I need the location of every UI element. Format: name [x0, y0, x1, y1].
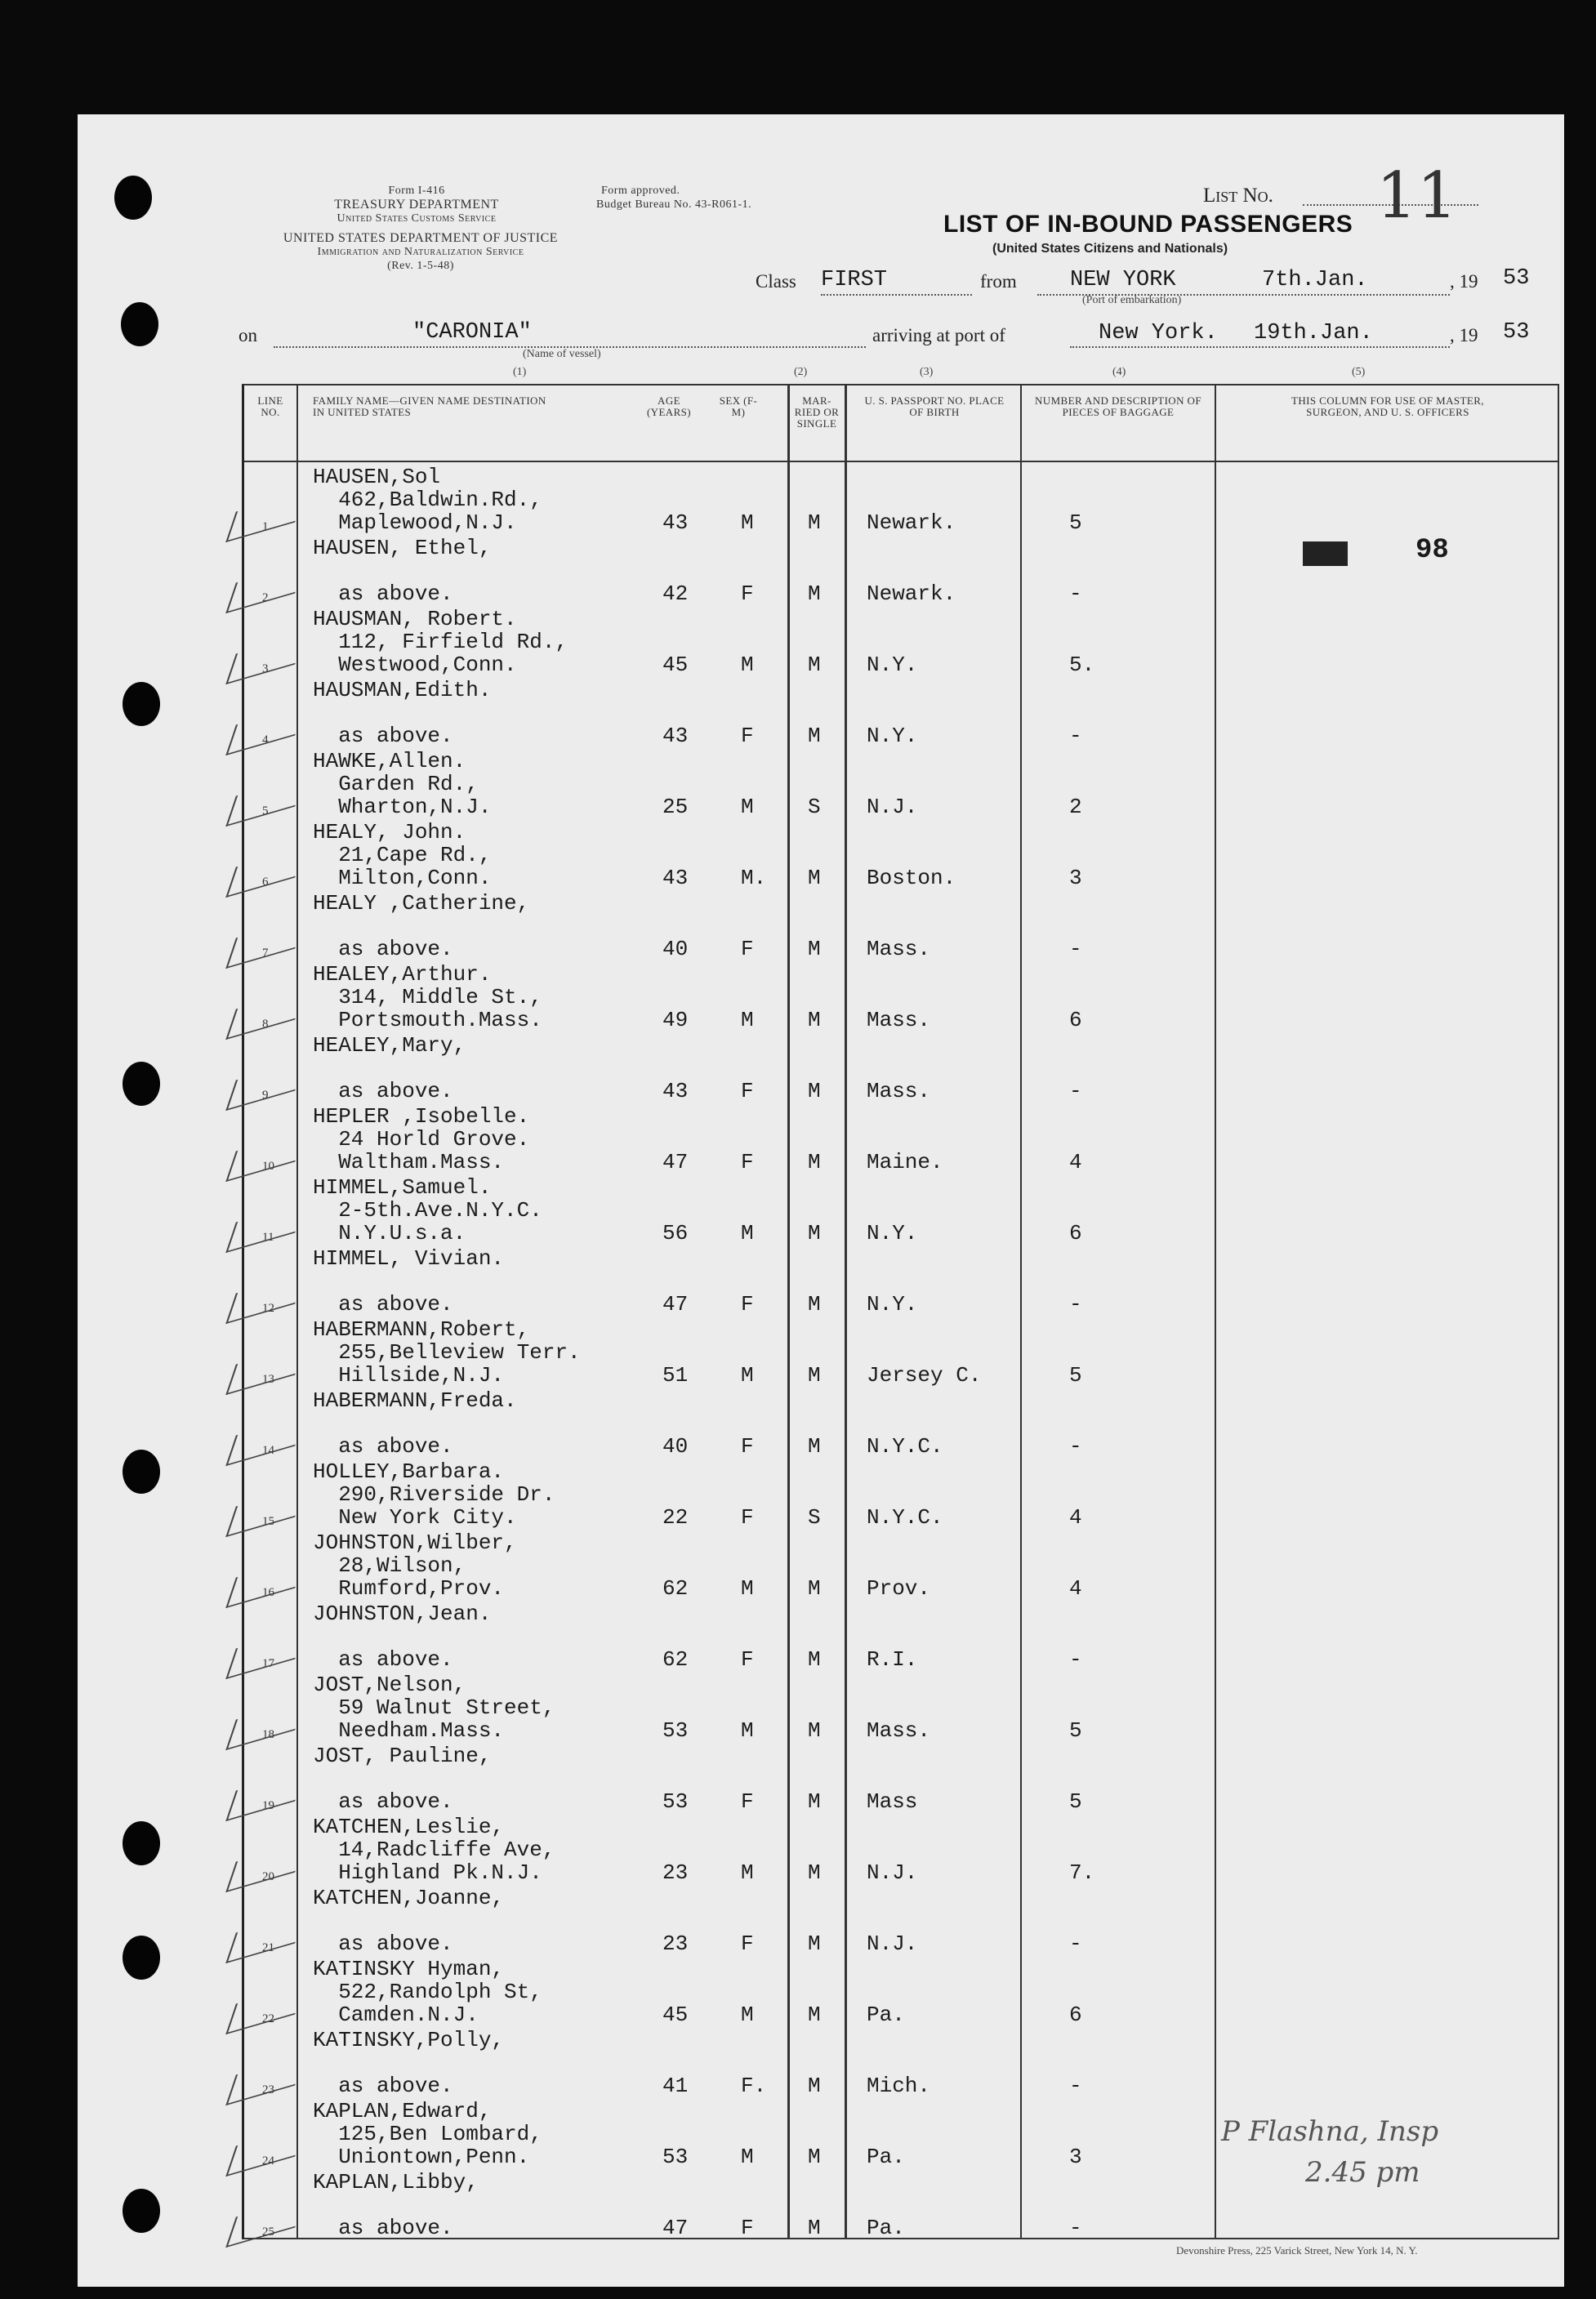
passenger-address: Waltham.Mass.	[313, 1150, 505, 1174]
line-number: 3	[262, 662, 269, 675]
col-head-line: LINE NO.	[257, 394, 283, 418]
marital-cell: M	[808, 653, 821, 677]
sex-cell: F	[741, 1079, 754, 1103]
passenger-address: Milton,Conn.	[313, 866, 492, 890]
vessel-name: "CARONIA"	[412, 320, 532, 345]
table-row	[244, 463, 1558, 534]
birthplace-cell: Jersey C.	[867, 1363, 982, 1388]
line-number: 6	[262, 875, 269, 889]
sex-cell: M	[741, 653, 754, 677]
marital-cell: M	[808, 581, 821, 606]
birthplace-cell: Mich.	[867, 2074, 931, 2098]
marital-cell: M	[808, 1931, 821, 1956]
passenger-address: as above.	[313, 1434, 453, 1459]
passenger-name: HAUSMAN,Edith.	[313, 678, 492, 702]
table-row	[244, 1813, 1558, 1884]
birthplace-cell: Maine.	[867, 1150, 943, 1174]
birthplace-cell: Mass.	[867, 1718, 931, 1743]
sex-cell: F	[741, 1292, 754, 1317]
year-1: 53	[1503, 266, 1530, 291]
sex-cell: F	[741, 937, 754, 961]
baggage-cell: -	[1069, 2216, 1082, 2240]
passenger-address: 28,Wilson,	[313, 1553, 466, 1578]
baggage-cell: 6	[1069, 1008, 1082, 1032]
table-row	[244, 1671, 1558, 1742]
marital-cell: M	[808, 2003, 821, 2027]
officer-number: 98	[1415, 535, 1449, 566]
officer-redaction	[1303, 541, 1348, 566]
marital-cell: M	[808, 1363, 821, 1388]
birthplace-cell: N.Y.	[867, 724, 918, 748]
passenger-address: New York City.	[313, 1505, 517, 1530]
col-head-baggage: NUMBER AND DESCRIPTION OF PIECES OF BAGGAGE	[1035, 394, 1201, 418]
punch-hole-1	[114, 176, 152, 220]
baggage-cell: 5	[1069, 1363, 1082, 1388]
age-cell: 41	[662, 2074, 689, 2098]
inspector-note-1: P Flashna, Insp	[1221, 2115, 1439, 2148]
age-cell: 42	[662, 581, 689, 606]
col-num-2: (2)	[794, 366, 808, 378]
line-number: 14	[262, 1444, 274, 1457]
table-row	[244, 1245, 1558, 1316]
age-cell: 47	[662, 1292, 689, 1317]
form-title: LIST OF IN-BOUND PASSENGERS	[943, 211, 1353, 238]
passenger-address: 24 Horld Grove.	[313, 1127, 530, 1152]
passenger-name: KATCHEN,Leslie,	[313, 1815, 505, 1839]
year-2: 53	[1503, 320, 1530, 345]
passenger-address: Wharton,N.J.	[313, 795, 492, 819]
passenger-address: as above.	[313, 2074, 453, 2098]
passenger-table	[242, 384, 1559, 2239]
printer-footer: Devonshire Press, 225 Varick Street, New York 14, N. Y.	[1176, 2244, 1418, 2257]
sex-cell: M	[741, 1363, 754, 1388]
punch-hole-5	[123, 1450, 160, 1494]
line-number: 11	[262, 1231, 274, 1244]
marital-cell: M	[808, 1150, 821, 1174]
table-row	[244, 676, 1558, 747]
marital-cell: M	[808, 724, 821, 748]
marital-cell: M	[808, 1079, 821, 1103]
table-row	[244, 1600, 1558, 1671]
line-number: 25	[262, 2225, 274, 2239]
line-number: 10	[262, 1160, 274, 1173]
marital-cell: M	[808, 866, 821, 890]
table-row	[244, 2026, 1558, 2097]
sex-cell: F	[741, 1150, 754, 1174]
birthplace-cell: N.Y.	[867, 1292, 918, 1317]
baggage-cell: -	[1069, 1434, 1082, 1459]
line-number: 12	[262, 1302, 274, 1315]
passenger-name: HAUSEN,Sol	[313, 465, 441, 489]
punch-hole-2	[121, 302, 158, 346]
col-head-officers: THIS COLUMN FOR USE OF MASTER, SURGEON, AND U. S. OFFICERS	[1291, 394, 1484, 418]
marital-cell: M	[808, 937, 821, 961]
passenger-name: HEALY ,Catherine,	[313, 891, 530, 916]
baggage-cell: 4	[1069, 1576, 1082, 1601]
passenger-name: HEALEY,Arthur.	[313, 962, 492, 987]
list-no-label: List No.	[1203, 185, 1273, 207]
from-value: NEW YORK	[1070, 268, 1176, 292]
passenger-name: JOHNSTON,Jean.	[313, 1602, 492, 1626]
table-row	[244, 1174, 1558, 1245]
passenger-address: as above.	[313, 2216, 453, 2240]
passenger-name: HEPLER ,Isobelle.	[313, 1104, 530, 1129]
sex-cell: M	[741, 795, 754, 819]
baggage-cell: 7.	[1069, 1860, 1095, 1885]
baggage-cell: 5	[1069, 1789, 1082, 1814]
passenger-name: HAWKE,Allen.	[313, 749, 466, 773]
year-prefix-2: , 19	[1450, 325, 1478, 345]
passenger-address: as above.	[313, 1292, 453, 1317]
line-number: 22	[262, 2012, 274, 2025]
passenger-address: 112, Firfield Rd.,	[313, 630, 568, 654]
birthplace-cell: Mass.	[867, 1079, 931, 1103]
baggage-cell: 4	[1069, 1150, 1082, 1174]
age-cell: 56	[662, 1221, 689, 1245]
passenger-name: JOST,Nelson,	[313, 1673, 466, 1697]
age-cell: 40	[662, 1434, 689, 1459]
baggage-cell: -	[1069, 1647, 1082, 1672]
baggage-cell: -	[1069, 1931, 1082, 1956]
table-row	[244, 747, 1558, 818]
passenger-address: as above.	[313, 1789, 453, 1814]
line-number: 8	[262, 1018, 269, 1031]
sex-cell: M	[741, 2145, 754, 2169]
sex-cell: M	[741, 1860, 754, 1885]
passenger-address: 21,Cape Rd.,	[313, 843, 492, 867]
birthplace-cell: Pa.	[867, 2216, 905, 2240]
passenger-name: HIMMEL, Vivian.	[313, 1246, 505, 1271]
table-row	[244, 1529, 1558, 1600]
passenger-address: as above.	[313, 581, 453, 606]
birthplace-cell: N.J.	[867, 795, 918, 819]
age-cell: 45	[662, 653, 689, 677]
sex-cell: F	[741, 1647, 754, 1672]
col-num-3: (3)	[920, 366, 934, 378]
table-row	[244, 889, 1558, 960]
col-head-name: FAMILY NAME—GIVEN NAME DESTINATION IN UNITED STATES	[313, 394, 546, 418]
birthplace-cell: N.J.	[867, 1860, 918, 1885]
line-number: 17	[262, 1657, 274, 1670]
arriving-date: 19th.Jan.	[1254, 321, 1373, 345]
age-cell: 47	[662, 2216, 689, 2240]
passenger-address: Highland Pk.N.J.	[313, 1860, 542, 1885]
table-row	[244, 1031, 1558, 1103]
table-row	[244, 1458, 1558, 1529]
line-number: 20	[262, 1870, 274, 1883]
sex-cell: F	[741, 1931, 754, 1956]
class-value: FIRST	[821, 268, 888, 292]
table-row	[244, 1387, 1558, 1458]
ins-service: Immigration and Naturalization Service	[317, 246, 524, 258]
marital-cell: M	[808, 1576, 821, 1601]
birthplace-cell: Pa.	[867, 2145, 905, 2169]
table-row	[244, 1955, 1558, 2026]
passenger-name: KAPLAN,Edward,	[313, 2099, 492, 2123]
age-cell: 53	[662, 2145, 689, 2169]
passenger-address: Westwood,Conn.	[313, 653, 517, 677]
age-cell: 53	[662, 1789, 689, 1814]
passenger-address: as above.	[313, 1647, 453, 1672]
revision: (Rev. 1-5-48)	[387, 260, 454, 272]
marital-cell: M	[808, 1292, 821, 1317]
baggage-cell: -	[1069, 2074, 1082, 2098]
table-row	[244, 605, 1558, 676]
baggage-cell: -	[1069, 1079, 1082, 1103]
sex-cell: F	[741, 1434, 754, 1459]
sex-cell: M	[741, 2003, 754, 2027]
passenger-address: Needham.Mass.	[313, 1718, 505, 1743]
passenger-name: KAPLAN,Libby,	[313, 2170, 479, 2194]
age-cell: 40	[662, 937, 689, 961]
baggage-cell: 5	[1069, 1718, 1082, 1743]
sex-cell: M.	[741, 866, 767, 890]
passenger-address: Camden.N.J.	[313, 2003, 479, 2027]
marital-cell: M	[808, 2145, 821, 2169]
marital-cell: M	[808, 1718, 821, 1743]
sex-cell: M	[741, 1221, 754, 1245]
punch-hole-8	[123, 2189, 160, 2233]
arriving-label: arriving at port of	[872, 325, 1005, 345]
table-row	[244, 1103, 1558, 1174]
passenger-name: KATINSKY Hyman,	[313, 1957, 505, 1981]
baggage-cell: -	[1069, 581, 1082, 606]
passenger-address: 14,Radcliffe Ave,	[313, 1838, 555, 1862]
passenger-address: 125,Ben Lombard,	[313, 2122, 542, 2146]
table-row	[244, 1316, 1558, 1387]
passenger-name: HAUSEN, Ethel,	[313, 536, 492, 560]
passenger-name: HABERMANN,Freda.	[313, 1388, 517, 1413]
line-number: 4	[262, 733, 269, 746]
form-block	[310, 184, 523, 225]
marital-cell: M	[808, 1789, 821, 1814]
age-cell: 25	[662, 795, 689, 819]
baggage-cell: 5.	[1069, 653, 1095, 677]
age-cell: 23	[662, 1931, 689, 1956]
baggage-cell: -	[1069, 937, 1082, 961]
passenger-name: JOST, Pauline,	[313, 1744, 492, 1768]
age-cell: 43	[662, 510, 689, 535]
sex-cell: F	[741, 2216, 754, 2240]
passenger-name: HIMMEL,Samuel.	[313, 1175, 492, 1200]
age-cell: 45	[662, 2003, 689, 2027]
line-number: 18	[262, 1728, 274, 1741]
passenger-address: Garden Rd.,	[313, 772, 479, 796]
passenger-address: 522,Randolph St,	[313, 1980, 542, 2004]
passenger-name: HABERMANN,Robert,	[313, 1317, 530, 1342]
baggage-cell: -	[1069, 724, 1082, 748]
birthplace-cell: Newark.	[867, 581, 956, 606]
passenger-address: 290,Riverside Dr.	[313, 1482, 555, 1507]
marital-cell: M	[808, 1434, 821, 1459]
line-number: 24	[262, 2154, 274, 2168]
baggage-cell: 6	[1069, 2003, 1082, 2027]
passenger-name: HEALEY,Mary,	[313, 1033, 466, 1058]
year-prefix-1: , 19	[1450, 271, 1478, 292]
sex-cell: F	[741, 1505, 754, 1530]
treasury-dept: TREASURY DEPARTMENT	[334, 198, 499, 212]
birthplace-cell: Mass	[867, 1789, 918, 1814]
age-cell: 51	[662, 1363, 689, 1388]
age-cell: 62	[662, 1576, 689, 1601]
passenger-address: 462,Baldwin.Rd.,	[313, 488, 542, 512]
on-label: on	[239, 325, 257, 345]
table-row	[244, 1742, 1558, 1813]
punch-hole-7	[123, 1936, 160, 1980]
baggage-cell: 6	[1069, 1221, 1082, 1245]
age-cell: 62	[662, 1647, 689, 1672]
col-num-4: (4)	[1112, 366, 1126, 378]
birthplace-cell: Newark.	[867, 510, 956, 535]
marital-cell: S	[808, 1505, 821, 1530]
arriving-port: New York.	[1099, 321, 1218, 345]
age-cell: 22	[662, 1505, 689, 1530]
marital-cell: M	[808, 2216, 821, 2240]
customs-service: United States Customs Service	[337, 212, 497, 225]
passenger-name: KATCHEN,Joanne,	[313, 1886, 505, 1910]
marital-cell: M	[808, 2074, 821, 2098]
passenger-address: as above.	[313, 1931, 453, 1956]
from-date: 7th.Jan.	[1262, 268, 1368, 292]
passenger-name: HEALY, John.	[313, 820, 466, 844]
line-number: 7	[262, 947, 269, 960]
birthplace-cell: N.Y.	[867, 1221, 918, 1245]
birthplace-cell: Pa.	[867, 2003, 905, 2027]
table-row	[244, 534, 1558, 605]
passenger-address: Rumford,Prov.	[313, 1576, 505, 1601]
form-approved: Form approved.	[601, 185, 680, 197]
line-number: 9	[262, 1089, 269, 1102]
class-label: Class	[756, 271, 796, 292]
line-number: 19	[262, 1799, 274, 1812]
birthplace-cell: Boston.	[867, 866, 956, 890]
passenger-name: KATINSKY,Polly,	[313, 2028, 505, 2052]
baggage-cell: 4	[1069, 1505, 1082, 1530]
birthplace-cell: N.Y.C.	[867, 1505, 943, 1530]
sex-cell: F	[741, 724, 754, 748]
marital-cell: M	[808, 1647, 821, 1672]
sex-cell: M	[741, 510, 754, 535]
age-cell: 49	[662, 1008, 689, 1032]
sex-cell: M	[741, 1718, 754, 1743]
passenger-address: as above.	[313, 937, 453, 961]
sex-cell: M	[741, 1008, 754, 1032]
sex-cell: F.	[741, 2074, 767, 2098]
justice-dept: UNITED STATES DEPARTMENT OF JUSTICE	[283, 231, 559, 245]
birthplace-cell: N.J.	[867, 1931, 918, 1956]
age-cell: 43	[662, 724, 689, 748]
form-subtitle: (United States Citizens and Nationals)	[992, 242, 1228, 256]
age-cell: 43	[662, 866, 689, 890]
form-number: Form I-416	[388, 185, 445, 197]
birthplace-cell: Prov.	[867, 1576, 931, 1601]
age-cell: 43	[662, 1079, 689, 1103]
passenger-address: Hillside,N.J.	[313, 1363, 505, 1388]
passenger-name: HOLLEY,Barbara.	[313, 1459, 505, 1484]
marital-cell: M	[808, 1860, 821, 1885]
marital-cell: S	[808, 795, 821, 819]
birthplace-cell: R.I.	[867, 1647, 918, 1672]
col-head-passport: U. S. PASSPORT NO. PLACE OF BIRTH	[864, 394, 1005, 418]
sex-cell: M	[741, 1576, 754, 1601]
passenger-name: JOHNSTON,Wilber,	[313, 1530, 517, 1555]
baggage-cell: 2	[1069, 795, 1082, 819]
marital-cell: M	[808, 1008, 821, 1032]
col-num-1: (1)	[513, 366, 527, 378]
line-number: 15	[262, 1515, 274, 1528]
table-row	[244, 960, 1558, 1031]
passenger-address: Portsmouth.Mass.	[313, 1008, 542, 1032]
birthplace-cell: Mass.	[867, 1008, 931, 1032]
class-dots	[821, 294, 972, 296]
sex-cell: F	[741, 1789, 754, 1814]
line-number: 21	[262, 1941, 274, 1954]
port-note: (Port of embarkation)	[1082, 294, 1182, 306]
arriving-dots	[1070, 346, 1450, 348]
inspector-note-2: 2.45 pm	[1305, 2156, 1420, 2189]
marital-cell: M	[808, 1221, 821, 1245]
passenger-address: as above.	[313, 1079, 453, 1103]
table-row	[244, 1884, 1558, 1955]
passenger-address: Uniontown,Penn.	[313, 2145, 530, 2169]
passenger-address: 314, Middle St.,	[313, 985, 542, 1009]
line-number: 16	[262, 1586, 274, 1599]
baggage-cell: 3	[1069, 2145, 1082, 2169]
age-cell: 47	[662, 1150, 689, 1174]
list-no-value: 11	[1376, 159, 1458, 233]
punch-hole-4	[123, 1062, 160, 1106]
table-row	[244, 818, 1558, 889]
justice-block	[233, 231, 609, 273]
from-label: from	[980, 271, 1017, 292]
sex-cell: F	[741, 581, 754, 606]
line-number: 23	[262, 2083, 274, 2096]
birthplace-cell: N.Y.	[867, 653, 918, 677]
passenger-address: 255,Belleview Terr.	[313, 1340, 581, 1365]
marital-cell: M	[808, 510, 821, 535]
line-number: 2	[262, 591, 269, 604]
baggage-cell: -	[1069, 1292, 1082, 1317]
birthplace-cell: Mass.	[867, 937, 931, 961]
budget-bureau: Budget Bureau No. 43-R061-1.	[596, 198, 752, 211]
col-head-age: AGE (YEARS)	[646, 394, 692, 418]
col-num-5: (5)	[1352, 366, 1366, 378]
punch-hole-6	[123, 1821, 160, 1865]
age-cell: 23	[662, 1860, 689, 1885]
header-divider	[244, 461, 1558, 462]
vessel-note: (Name of vessel)	[523, 348, 601, 360]
line-number: 1	[262, 520, 269, 533]
line-number: 13	[262, 1373, 274, 1386]
col-head-married: MAR- RIED OR SINGLE	[794, 394, 840, 430]
birthplace-cell: N.Y.C.	[867, 1434, 943, 1459]
punch-hole-3	[123, 682, 160, 726]
passenger-address: Maplewood,N.J.	[313, 510, 517, 535]
passenger-address: 2-5th.Ave.N.Y.C.	[313, 1198, 542, 1223]
col-head-sex: SEX (F-M)	[719, 394, 758, 418]
baggage-cell: 5	[1069, 510, 1082, 535]
passenger-address: as above.	[313, 724, 453, 748]
baggage-cell: 3	[1069, 866, 1082, 890]
approval-block	[596, 184, 825, 212]
age-cell: 53	[662, 1718, 689, 1743]
passenger-name: HAUSMAN, Robert.	[313, 607, 517, 631]
line-number: 5	[262, 804, 269, 818]
passenger-address: 59 Walnut Street,	[313, 1695, 555, 1720]
passenger-address: N.Y.U.s.a.	[313, 1221, 466, 1245]
